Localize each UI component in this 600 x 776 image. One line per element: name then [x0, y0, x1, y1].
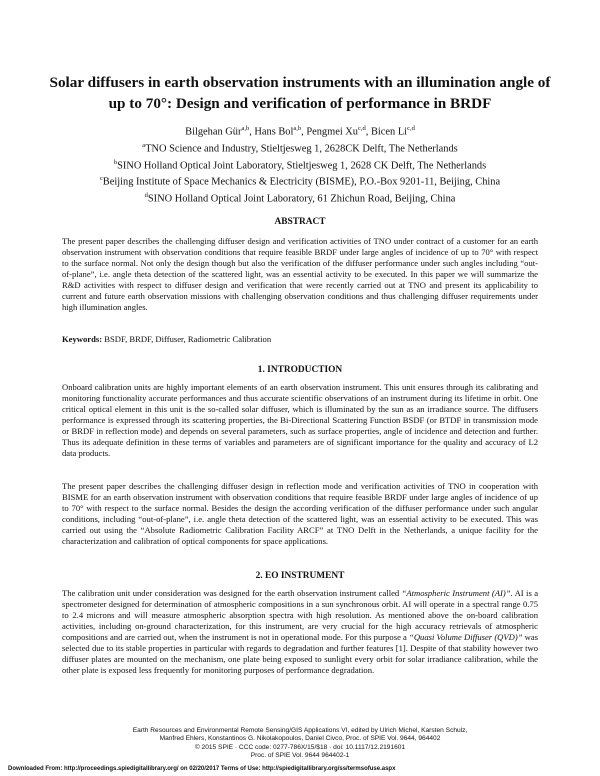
affiliation-text: SINO Holland Optical Joint Laboratory, 61 Zhichun Road, Beijing, China [147, 193, 456, 205]
keywords-line [62, 334, 538, 345]
author-affiliation-mark: a,b [241, 125, 250, 132]
eo-instrument-paragraph [62, 588, 538, 676]
author-affiliation-mark: c,d [358, 125, 366, 132]
affiliation-line [40, 172, 560, 189]
page-number: Proc. of SPIE Vol. 9644 964402-1 [250, 752, 350, 759]
keywords-label: Keywords: [62, 334, 103, 344]
keywords-text: BSDF, BRDF, Diffuser, Radiometric Calibration [102, 334, 272, 344]
affiliation-text: SINO Holland Optical Joint Laboratory, Stieltjesweg 1, 2628 CK Delft, The Netherlands [117, 160, 487, 171]
abstract-text: The present paper describes the challenging diffuser design and verification activities of TNO under contract of a customer for an earth observation instrument with observation conditions that require feasible BRDF under large angles of incidence of up to 70° with respect to the surface normal. Not only the design though but also the verification of the diffuser performance under such angles including “out-of-plane”, i.e. angle theta detection of the scattered light, was an essential activity to be executed. In this paper we will summarize the R&D activities with respect to diffuser design and verification that were recently carried out at TNO and present its applicability to current and future earth observation missions with challenging observation conditions and thus challenging diffuser requirements under high illumination angles. [62, 236, 538, 313]
publication-footer [62, 727, 538, 752]
download-notice: Downloaded From: http://proceedings.spiedigitallibrary.org/ on 02/20/2017 Terms of Use: http://spiedigitallibrary.org/ss/termsofuse.aspx [8, 766, 396, 772]
affiliation-mark: b [113, 158, 118, 166]
paragraph-text: was selected due to its stable properties in particular with regards to degradation and further features [1]. Despite of that stability however two diffuser plates are mounted on the mechanism, one plate being exposed to sunlight every orbit for solar irradiance calibration, while the other plate is exposed less frequently for monitoring purposes of performance degradation. [62, 632, 539, 676]
instrument-name: “Atmospheric Instrument (AI)” [401, 588, 511, 598]
affiliation-mark: c [99, 175, 103, 183]
affiliation-line [40, 156, 560, 173]
author-name: Bilgehan Gür [185, 126, 242, 138]
introduction-paragraph: Onboard calibration units are highly important elements of an earth observation instrument. This unit ensures through its calibrating and monitoring functionality accurate performances and thus accurate scientific observations of an instrument during its lifetime in orbit. One critical optical element in this unit is the so-called solar diffuser, which is illuminated by the sun as an irradiance source. The diffusers performance is expressed through its scattering properties, the Bi-Directional Scattering Function BSDF (or BTDF in transmission mode or BRDF in reflection mode) and depends on several parameters, such as surface properties, angle of incidence and detection and further. Thus its adequate definition in these terms of variables and parameters are of significant importance for the quality and accuracy of L2 data products. [62, 382, 538, 459]
introduction-paragraph: The present paper describes the challenging diffuser design in reflection mode and verification activities of TNO in cooperation with BISME for an earth observation instrument with observation conditions that require feasible BRDF under large angles of incidence of up to 70° with respect to the surface normal. Besides the design the according verification of the diffuser performance under such angular conditions, including “out-of-plane”, i.e. angle theta detection of the scattered light, was an essential activity to be executed. This was carried out using the “Absolute Radiometric Calibration Facility ARCF” at TNO Delft in the Netherlands, a unique facility for the characterization and calibration of optical components for space applications. [62, 481, 538, 547]
author-name: Pengmei Xu [306, 126, 359, 138]
footer-line: Manfred Ehlers, Konstantinos G. Nikolakopoulos, Daniel Civco, Proc. of SPIE Vol. 9644, 964402 [159, 735, 441, 743]
diffuser-name: “Quasi Volume Diffuser (QVD)” [409, 632, 523, 643]
paragraph-text: . AI is a spectrometer designed for determination of atmospheric compositions in a sun synchronous orbit. AI will operate in a spectral range 0.75 to 2.4 microns and will measure atmospheric absorption spectra with high resolution. As mentioned above the on-board calibration activities, including on-ground characterization, for this instrument, are very crucial for the high accuracy retrievals of atmospheric compositions and are carried out, when the instrument is not in operational mode. For this purpose a [62, 588, 539, 643]
section-heading-introduction: 1. INTRODUCTION [257, 365, 343, 375]
author-affiliation-mark: c,d [407, 125, 415, 132]
author-line [40, 122, 560, 139]
affiliation-line [40, 139, 560, 156]
affiliation-text: TNO Science and Industry, Stieltjesweg 1, 2628CK Delft, The Netherlands [145, 143, 458, 155]
affiliation-text: Beijing Institute of Space Mechanics & Electricity (BISME), P.O.-Box 9201-11, Beijing, China [102, 176, 501, 188]
affiliation-mark: a [142, 141, 146, 149]
affiliation-line [40, 189, 560, 206]
author-affiliation-mark: a,b [293, 125, 302, 132]
author-name: Bicen Li [370, 126, 408, 138]
paper-title: Solar diffusers in earth observation instruments with an illumination angle of up to 70°: Design and verification of performance in BRDF [49, 74, 551, 112]
author-separator: , [301, 126, 307, 138]
affiliation-mark: d [144, 192, 148, 200]
abstract-heading: ABSTRACT [274, 217, 326, 227]
footer-line: © 2015 SPIE · CCC code: 0277-786X/15/$18 · doi: 10.1117/12.2191601 [194, 743, 406, 751]
author-separator: , [249, 126, 255, 138]
section-heading-eo-instrument: 2. EO INSTRUMENT [255, 571, 345, 581]
author-block [40, 122, 560, 206]
author-name: Hans Bol [254, 126, 294, 138]
paragraph-text: The calibration unit under consideration was designed for the earth observation instrument called [62, 588, 402, 598]
author-separator: , [365, 126, 371, 138]
footer-line: Earth Resources and Environmental Remote Sensing/GIS Applications VI, edited by Ulrich Michel, Karsten Schulz, [132, 727, 468, 734]
